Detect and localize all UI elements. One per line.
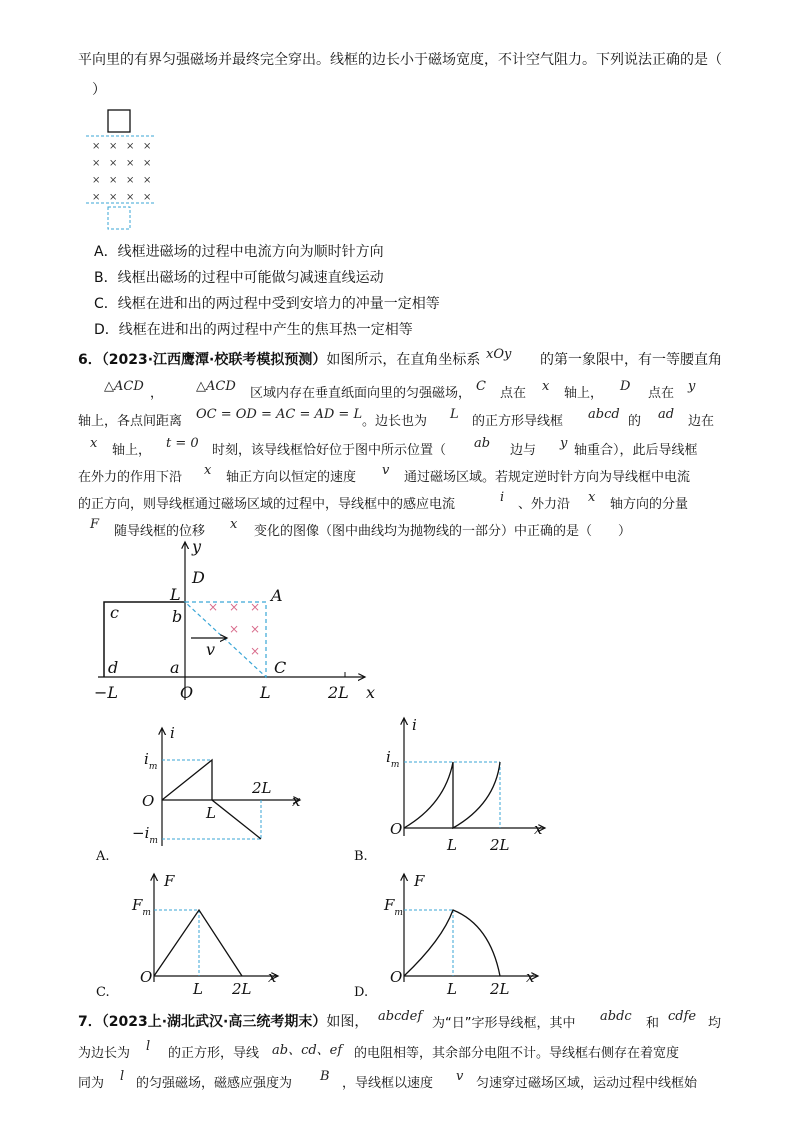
q6-math-v: v <box>382 463 390 478</box>
q6-math-abcd: abcd <box>588 407 620 422</box>
current-curve <box>404 762 500 828</box>
label-i: i <box>170 724 175 742</box>
label-2L: 2L <box>232 980 252 998</box>
label-2L: 2L <box>490 836 510 854</box>
q6-math-d: D <box>620 379 631 394</box>
label-a: a <box>170 658 180 677</box>
label-F: F <box>414 872 425 890</box>
q6-graph-b <box>350 714 550 868</box>
label-x: x <box>292 792 301 810</box>
option-letter-c: C. <box>96 985 110 1000</box>
q6-math-t0: t = 0 <box>166 436 199 451</box>
label-x: x <box>268 968 277 986</box>
q5-option-a: A．线框进磁场的过程中电流方向为顺时针方向 <box>94 244 384 260</box>
q6-text: 轴正方向以恒定的速度 <box>226 470 357 485</box>
force-curve <box>154 910 242 976</box>
svg-text:×: × <box>126 175 135 186</box>
q7-text: 的电阻相等，其余部分电阻不计。导线框右侧存在着宽度 <box>354 1046 680 1061</box>
label-O: O <box>180 683 194 702</box>
q6-math-distances: OC = OD = AC = AD = L <box>196 407 363 422</box>
q7-text: 如图， <box>326 1014 369 1030</box>
label-O: O <box>390 968 403 986</box>
q6-math-y: y <box>688 379 696 394</box>
q6-math-acd1: △ACD <box>104 379 144 394</box>
q5-figure <box>84 104 164 232</box>
label-L: L <box>447 836 457 854</box>
q6-text: 轴方向的分量 <box>610 497 689 512</box>
q6-math-y: y <box>560 436 568 451</box>
svg-text:×: × <box>126 141 135 152</box>
svg-text:×: × <box>109 192 118 203</box>
label-Fm: $F_m$ <box>384 896 403 918</box>
q6-text: 的 <box>628 414 642 429</box>
q5-frame-bottom <box>108 207 130 229</box>
option-letter-a: A. <box>96 849 110 864</box>
q6-math-x: x <box>588 490 596 505</box>
svg-text:×: × <box>250 622 261 636</box>
svg-text:×: × <box>109 141 118 152</box>
q7-math-b: B <box>320 1069 330 1084</box>
q6-text: 在外力的作用下沿 <box>78 470 183 485</box>
q5-stem-line1: 平向里的有界匀强磁场并最终完全穿出。线框的边长小于磁场宽度，不计空气阻力。下列说法正确的是（ <box>78 52 722 68</box>
label-F: F <box>164 872 175 890</box>
q6-math-x: x <box>90 436 98 451</box>
q6-math-c: C <box>476 379 486 394</box>
label-2L: 2L <box>490 980 510 998</box>
q7-math-abdc: abdc <box>600 1009 632 1024</box>
field-crosses <box>208 600 260 658</box>
q6-text: 时刻，该导线框恰好位于图中所示位置（ <box>212 443 447 458</box>
q6-line1 <box>78 350 480 370</box>
q5-option-b: B．线框出磁场的过程中可能做匀减速直线运动 <box>94 270 384 286</box>
q7-text: 和 <box>646 1016 660 1031</box>
svg-text:×: × <box>126 158 135 169</box>
q6-math-x: x <box>542 379 550 394</box>
q7-text: 均 <box>708 1016 722 1031</box>
label-y: y <box>192 538 202 556</box>
svg-text:×: × <box>143 141 152 152</box>
label-negL: −L <box>94 683 119 702</box>
label-2L: 2L <box>328 683 349 702</box>
svg-text:×: × <box>92 192 101 203</box>
q6-math-acd2: △ACD <box>196 379 236 394</box>
q6-text: 区域内存在垂直纸面向里的匀强磁场， <box>250 386 472 401</box>
option-letter-b: B. <box>354 849 368 864</box>
q6-math-i: i <box>500 490 505 505</box>
q6-text: 边与 <box>510 443 537 458</box>
q7-text: 的正方形，导线 <box>168 1046 260 1061</box>
q6-math-ad: ad <box>658 407 675 422</box>
label-L: L <box>193 980 203 998</box>
label-c: c <box>110 603 119 622</box>
q6-text: 的正方向，则导线框通过磁场区域的过程中，导线框中的感应电流 <box>78 497 456 512</box>
q6-text: 通过磁场区域。若规定逆时针方向为导线框中电流 <box>404 470 691 485</box>
q6-text: 、外力沿 <box>518 497 571 512</box>
svg-text:×: × <box>143 175 152 186</box>
q5-field-crosses <box>92 141 151 203</box>
q5-option-d: D．线框在进和出的两过程中产生的焦耳热一定相等 <box>94 322 413 338</box>
q6-text: 的正方形导线框 <box>472 414 564 429</box>
label-2L: 2L <box>252 779 272 797</box>
q7-math-ab-cd-ef: ab、cd、ef <box>272 1043 343 1058</box>
q7-math-l: l <box>120 1069 125 1084</box>
q6-text: 随导线框的位移 <box>114 524 206 539</box>
label-C: C <box>274 658 287 677</box>
svg-text:×: × <box>92 158 101 169</box>
label-neg-im: $-i_m$ <box>132 824 158 846</box>
q6-math-x: x <box>204 463 212 478</box>
q7-math-l: l <box>146 1039 151 1054</box>
label-L2: L <box>260 683 271 702</box>
q7-text: 同为 <box>78 1076 105 1091</box>
label-L: L <box>170 585 181 604</box>
label-O: O <box>390 820 403 838</box>
label-O: O <box>140 968 153 986</box>
svg-text:×: × <box>250 600 261 614</box>
svg-text:×: × <box>92 141 101 152</box>
label-x: x <box>526 968 535 986</box>
q7-source: （2023上·湖北武汉·高三统考期末） <box>101 1014 327 1030</box>
label-x: x <box>366 683 376 702</box>
label-A: A <box>271 586 283 605</box>
q6-text: 轴上，各点间距离 <box>78 414 183 429</box>
label-D: D <box>192 568 205 587</box>
svg-text:×: × <box>92 175 101 186</box>
q6-math-ab: ab <box>474 436 491 451</box>
q7-text: 为“日”字形导线框，其中 <box>432 1016 576 1031</box>
q6-text: 轴上， <box>112 443 152 458</box>
q6-math-l: L <box>450 407 459 422</box>
q6-number: 6． <box>78 352 102 368</box>
q5-frame-top <box>108 110 130 132</box>
q6-main-figure <box>90 538 390 710</box>
label-b: b <box>172 607 183 626</box>
svg-text:×: × <box>109 158 118 169</box>
svg-text:×: × <box>143 158 152 169</box>
label-v: v <box>206 640 216 659</box>
label-i: i <box>412 716 417 734</box>
q5-stem-line2: ） <box>92 82 106 98</box>
force-curve <box>404 910 500 976</box>
svg-text:×: × <box>229 600 240 614</box>
q7-math-cdfe: cdfe <box>668 1009 697 1024</box>
q7-text: 匀速穿过磁场区域，运动过程中线框始 <box>476 1076 698 1091</box>
svg-text:×: × <box>229 622 240 636</box>
label-im: $i_m$ <box>386 748 400 770</box>
label-d: d <box>108 658 119 677</box>
q7-text: 的匀强磁场，磁感应强度为 <box>136 1076 293 1091</box>
label-L: L <box>206 804 216 822</box>
svg-text:×: × <box>126 192 135 203</box>
svg-text:×: × <box>250 644 261 658</box>
label-Fm: $F_m$ <box>132 896 151 918</box>
q6-text: 点在 <box>500 386 527 401</box>
label-O: O <box>142 792 155 810</box>
q7-math-abcdef: abcdef <box>378 1009 423 1024</box>
q6-text: 轴重合），此后导线框 <box>574 443 698 458</box>
q6-math-xoy: xOy <box>486 347 512 362</box>
q6-graph-a <box>92 720 322 868</box>
q6-source: （2023·江西鹰潭·校联考模拟预测） <box>101 352 327 368</box>
q5-option-c: C．线框在进和出的两过程中受到安培力的冲量一定相等 <box>94 296 440 312</box>
svg-text:×: × <box>208 600 219 614</box>
q6-line1b: 的第一象限中，有一等腰直角 <box>540 352 722 368</box>
q6-text: 变化的图像（图中曲线均为抛物线的一部分）中正确的是（ ） <box>254 524 632 539</box>
q6-text: 边在 <box>688 414 715 429</box>
q6-comma: ， <box>150 386 164 401</box>
q6-graph-d <box>350 870 550 1004</box>
q6-text: 如图所示，在直角坐标系 <box>326 352 481 368</box>
q6-text: 点在 <box>648 386 675 401</box>
q6-math-f: F <box>90 517 100 532</box>
q6-text: 轴上， <box>564 386 604 401</box>
label-L: L <box>447 980 457 998</box>
svg-text:×: × <box>109 175 118 186</box>
q7-text: 为边长为 <box>78 1046 131 1061</box>
q7-number: 7． <box>78 1014 102 1030</box>
label-im: $i_m$ <box>144 750 158 772</box>
q6-text: 。边长也为 <box>362 414 428 429</box>
q7-line1 <box>78 1012 368 1032</box>
label-x: x <box>534 820 543 838</box>
q7-text: ，导线框以速度 <box>342 1076 434 1091</box>
q6-graph-c <box>92 870 292 1004</box>
q7-math-v: v <box>456 1069 464 1084</box>
option-letter-d: D. <box>354 985 369 1000</box>
svg-text:×: × <box>143 192 152 203</box>
q6-math-x: x <box>230 517 238 532</box>
